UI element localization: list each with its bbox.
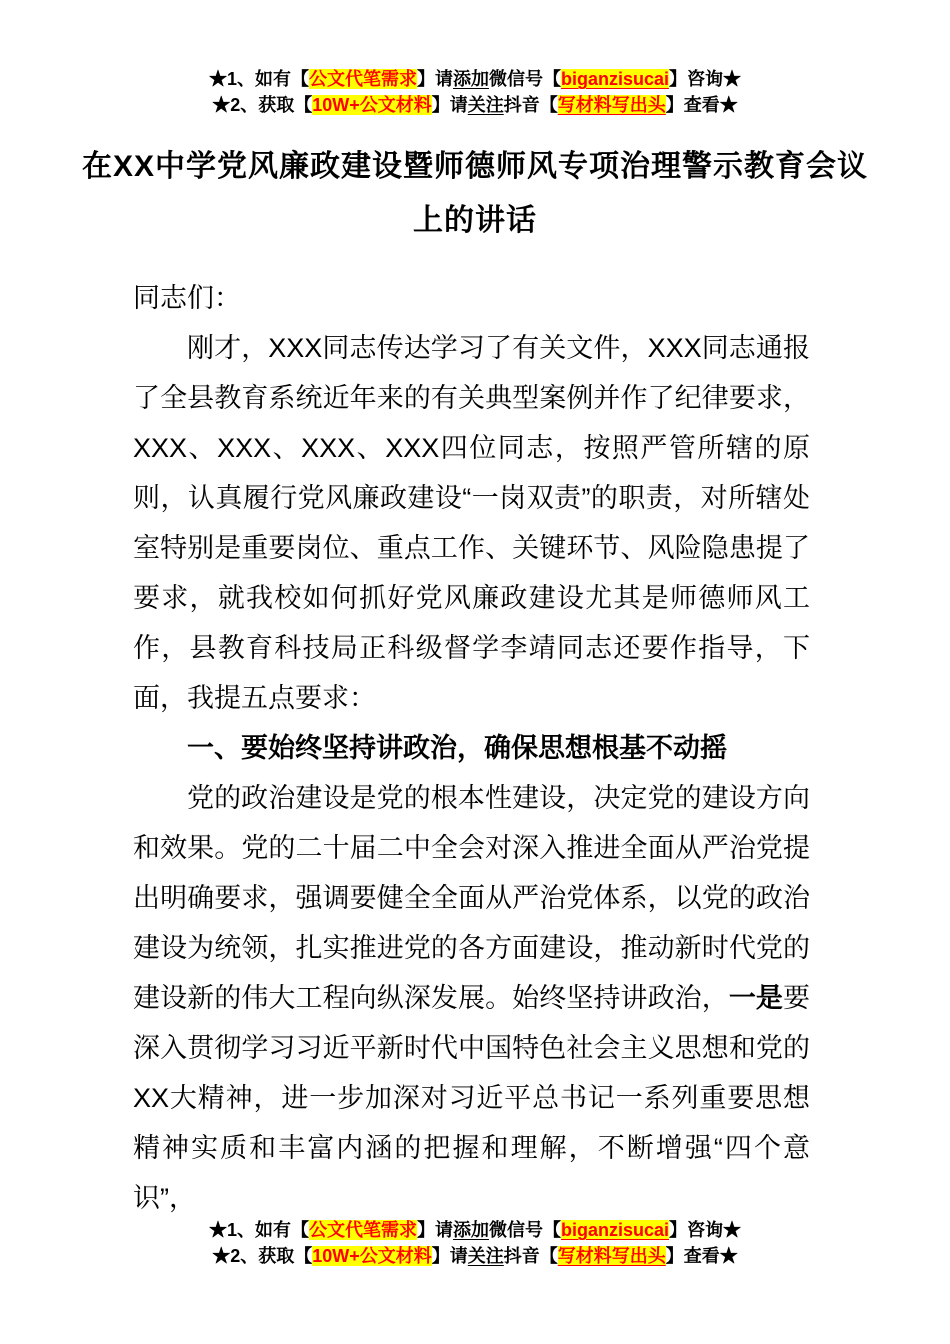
notice-line-1 [0, 1217, 950, 1243]
action-add: 添加 [452, 1220, 489, 1240]
wechat-id: biganzisucai [560, 1220, 670, 1240]
text-run: 党的政治建设是党的根本性建设，决定党的建设方向和效果。党的二十届二中全会对深入推进全面从严治党提出明确要求，强调要健全全面从严治党体系，以党的政治建设为统领，扎实推进党的各方面建设，推动新时代党的建设新的伟大工程向纵深发展。始终坚持讲政治， [133, 783, 810, 1013]
service-tag: 公文代笔需求 [308, 1220, 417, 1240]
douyin-name: 写材料写出头 [557, 1246, 666, 1266]
material-tag: 10W+公文材料 [312, 95, 432, 115]
star-bullet-text: ★1、如有【 [208, 1220, 309, 1240]
plain-text: 】请 [416, 1220, 453, 1240]
section-heading-1 [133, 723, 810, 773]
plain-text: 抖音【 [503, 95, 558, 115]
document-body [133, 273, 810, 1223]
promo-notice-top [0, 66, 950, 118]
section-1-paragraph [133, 773, 810, 1223]
star-bullet-text: ★2、获取【 [212, 1246, 313, 1266]
action-follow: 关注 [467, 95, 504, 115]
action-add: 添加 [452, 69, 489, 89]
plain-text: 】咨询★ [669, 69, 742, 89]
emphasis-first-point: 一是 [728, 983, 784, 1013]
salutation [133, 273, 810, 323]
document-title-line-1: 在XX中学党风廉政建设暨师德师风专项治理警示教育会议 [81, 150, 869, 183]
wechat-id: biganzisucai [560, 69, 670, 89]
text-run: 要深入贯彻学习习近平新时代中国特色社会主义思想和党的XX大精神，进一步加深对习近平总书记一系列重要思想精神实质和丰富内涵的把握和理解，不断增强“四个意识”， [133, 983, 811, 1213]
plain-text: 】请 [431, 1246, 468, 1266]
document-title [0, 0, 950, 248]
star-bullet-text: ★1、如有【 [208, 69, 309, 89]
plain-text: 微信号【 [488, 69, 561, 89]
plain-text: 抖音【 [503, 1246, 558, 1266]
material-tag: 10W+公文材料 [312, 1246, 432, 1266]
plain-text: 微信号【 [488, 1220, 561, 1240]
notice-line-2 [0, 92, 950, 118]
service-tag: 公文代笔需求 [308, 69, 417, 89]
douyin-name: 写材料写出头 [557, 95, 666, 115]
notice-line-2 [0, 1243, 950, 1269]
text-run: 刚才，XXX同志传达学习了有关文件，XXX同志通报了全县教育系统近年来的有关典型案例并作了纪律要求，XXX、XXX、XXX、XXX四位同志，按照严管所辖的原则，认真履行党风廉政建设“一岗双责”的职责，对所辖处室特别是重要岗位、重点工作、关键环节、风险隐患提了要求，就我校如何抓好党风廉政建设尤其是师德师风工作，县教育科技局正科级督学李靖同志还要作指导，下面，我提五点要求： [133, 333, 810, 713]
document-title-line-2: 上的讲话 [413, 204, 537, 237]
plain-text: 】查看★ [665, 1246, 738, 1266]
promo-notice-bottom [0, 1217, 950, 1269]
plain-text: 】请 [416, 69, 453, 89]
plain-text: 】查看★ [665, 95, 738, 115]
heading-text: 一、要始终坚持讲政治，确保思想根基不动摇 [187, 733, 727, 763]
action-follow: 关注 [467, 1246, 504, 1266]
text-run: 同志们： [133, 283, 241, 313]
notice-line-1 [0, 66, 950, 92]
plain-text: 】请 [431, 95, 468, 115]
plain-text: 】咨询★ [669, 1220, 742, 1240]
star-bullet-text: ★2、获取【 [212, 95, 313, 115]
intro-paragraph [133, 323, 810, 723]
